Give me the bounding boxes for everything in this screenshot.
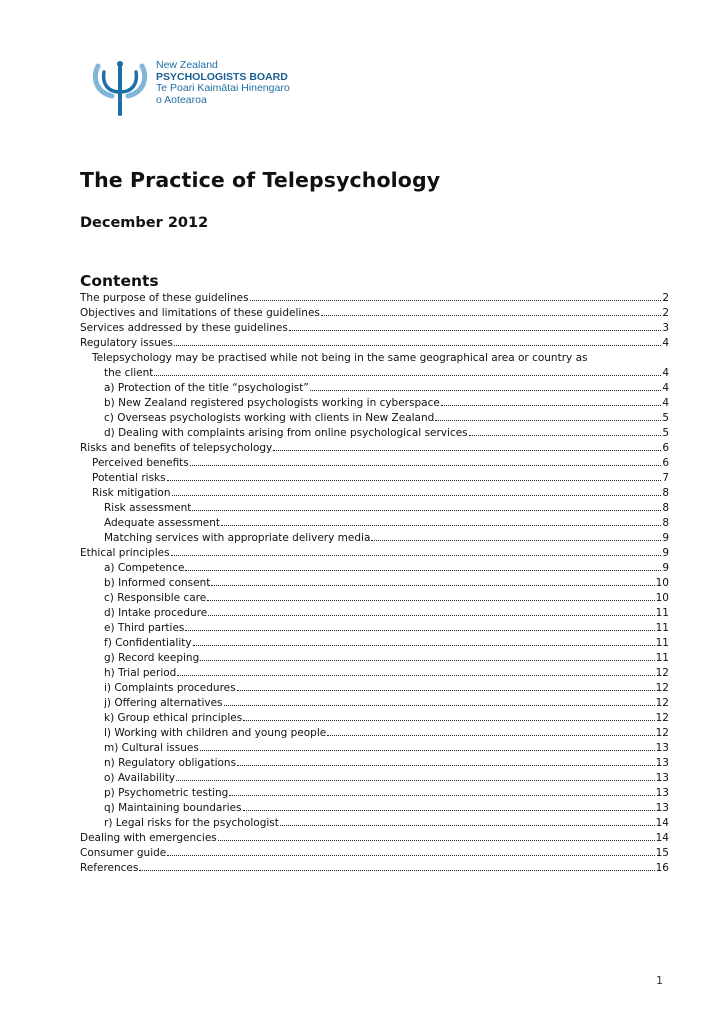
toc-page: 14 [655,817,669,829]
document-title: The Practice of Telepsychology [80,168,441,192]
toc-label: Risk assessment [104,502,192,514]
toc-entry[interactable] [80,576,669,591]
toc-label: h) Trial period [104,667,177,679]
toc-label: d) Intake procedure [104,607,208,619]
board-logo [90,58,310,122]
toc-label: a) Competence [104,562,185,574]
toc-label: Objectives and limitations of these guidelines [80,307,320,319]
toc-page: 13 [655,772,669,784]
toc-entry[interactable] [80,546,669,561]
toc-entry[interactable] [80,471,669,486]
toc-page: 12 [655,712,669,724]
toc-label: Risks and benefits of telepsychology [80,442,273,454]
toc-page: 4 [662,397,669,409]
toc-label: o) Availability [104,772,176,784]
toc-label-continued: the client [104,367,154,379]
toc-label: Dealing with emergencies [80,832,217,844]
toc-entry[interactable] [80,531,669,546]
toc-label: m) Cultural issues [104,742,199,754]
psi-logo-icon [90,58,152,120]
toc-label: q) Maintaining boundaries [104,802,242,814]
table-of-contents [80,291,669,876]
toc-label: i) Complaints procedures [104,682,236,694]
toc-page: 5 [662,427,669,439]
toc-label: Potential risks [92,472,166,484]
toc-page: 8 [662,502,669,514]
toc-page: 8 [662,487,669,499]
logo-line-aotearoa: o Aotearoa [156,93,207,106]
toc-page: 11 [655,622,669,634]
toc-page: 2 [662,292,669,304]
toc-page: 8 [662,517,669,529]
toc-label: Risk mitigation [92,487,171,499]
toc-label: c) Overseas psychologists working with clients in New Zealand [104,412,435,424]
toc-entry[interactable] [80,711,669,726]
toc-entry[interactable] [80,846,669,861]
toc-entry[interactable] [80,831,669,846]
toc-entry[interactable] [80,291,669,306]
toc-label: p) Psychometric testing [104,787,229,799]
toc-entry[interactable] [80,336,669,351]
contents-heading: Contents [80,272,159,290]
toc-entry[interactable] [80,666,669,681]
toc-entry[interactable] [80,411,669,426]
toc-entry[interactable] [80,756,669,771]
toc-entry[interactable] [80,351,669,381]
toc-label: b) Informed consent [104,577,211,589]
toc-page: 7 [662,472,669,484]
toc-label: Telepsychology may be practised while not being in the same geographical area or country as [92,352,588,364]
logo-line-board: PSYCHOLOGISTS BOARD [156,70,288,83]
toc-label: Ethical principles [80,547,170,559]
toc-entry[interactable] [80,726,669,741]
toc-page: 12 [655,727,669,739]
toc-page: 4 [662,382,669,394]
toc-page: 2 [662,307,669,319]
toc-page: 3 [662,322,669,334]
page-number: 1 [656,974,663,987]
toc-entry[interactable] [80,606,669,621]
toc-label: l) Working with children and young people [104,727,327,739]
toc-page: 9 [662,562,669,574]
toc-entry[interactable] [80,441,669,456]
toc-entry[interactable] [80,681,669,696]
toc-label: Regulatory issues [80,337,173,349]
toc-label: c) Responsible care [104,592,207,604]
toc-label: References [80,862,139,874]
logo-line-maori: Te Poari Kaimātai Hinengaro [156,82,290,94]
toc-entry[interactable] [80,321,669,336]
toc-label: Adequate assessment [104,517,221,529]
toc-label: n) Regulatory obligations [104,757,237,769]
toc-entry[interactable] [80,636,669,651]
toc-page: 9 [662,547,669,559]
toc-label: r) Legal risks for the psychologist [104,817,279,829]
toc-entry[interactable] [80,426,669,441]
toc-entry[interactable] [80,786,669,801]
toc-entry[interactable] [80,306,669,321]
toc-label: f) Confidentiality [104,637,192,649]
toc-entry[interactable] [80,591,669,606]
toc-entry[interactable] [80,651,669,666]
toc-entry[interactable] [80,771,669,786]
toc-label: k) Group ethical principles [104,712,243,724]
toc-page: 13 [655,757,669,769]
toc-page: 14 [655,832,669,844]
toc-page: 16 [655,862,669,874]
toc-entry[interactable] [80,486,669,501]
toc-label: j) Offering alternatives [104,697,223,709]
toc-entry[interactable] [80,801,669,816]
toc-entry[interactable] [80,621,669,636]
toc-page: 9 [662,532,669,544]
toc-entry[interactable] [80,816,669,831]
toc-page: 4 [662,337,669,349]
toc-page: 13 [655,802,669,814]
toc-page: 13 [655,742,669,754]
toc-entry[interactable] [80,861,669,876]
toc-page: 5 [662,412,669,424]
toc-page: 11 [655,607,669,619]
toc-entry[interactable] [80,501,669,516]
toc-page: 10 [655,592,669,604]
toc-entry[interactable] [80,741,669,756]
logo-line-country: New Zealand [156,59,218,71]
toc-entry[interactable] [80,381,669,396]
toc-entry[interactable] [80,561,669,576]
toc-page: 13 [655,787,669,799]
toc-page: 6 [662,457,669,469]
toc-label: e) Third parties [104,622,185,634]
toc-label: g) Record keeping [104,652,200,664]
toc-page: 6 [662,442,669,454]
toc-page: 11 [655,637,669,649]
document-date: December 2012 [80,215,209,231]
toc-entry[interactable] [80,696,669,711]
toc-page: 10 [655,577,669,589]
toc-label: b) New Zealand registered psychologists working in cyberspace [104,397,440,409]
toc-label: The purpose of these guidelines [80,292,249,304]
toc-page: 12 [655,667,669,679]
toc-entry[interactable] [80,396,669,411]
toc-page: 15 [655,847,669,859]
toc-page: 12 [655,697,669,709]
toc-label: Consumer guide [80,847,167,859]
toc-label: Services addressed by these guidelines [80,322,288,334]
toc-page: 11 [655,652,669,664]
toc-entry[interactable] [80,516,669,531]
logo-text [156,60,316,106]
toc-label: d) Dealing with complaints arising from online psychological services [104,427,468,439]
toc-entry[interactable] [80,456,669,471]
toc-page: 4 [662,367,669,379]
toc-page: 12 [655,682,669,694]
toc-label: a) Protection of the title “psychologist” [104,382,309,394]
toc-label: Perceived benefits [92,457,189,469]
toc-label: Matching services with appropriate delivery media [104,532,371,544]
